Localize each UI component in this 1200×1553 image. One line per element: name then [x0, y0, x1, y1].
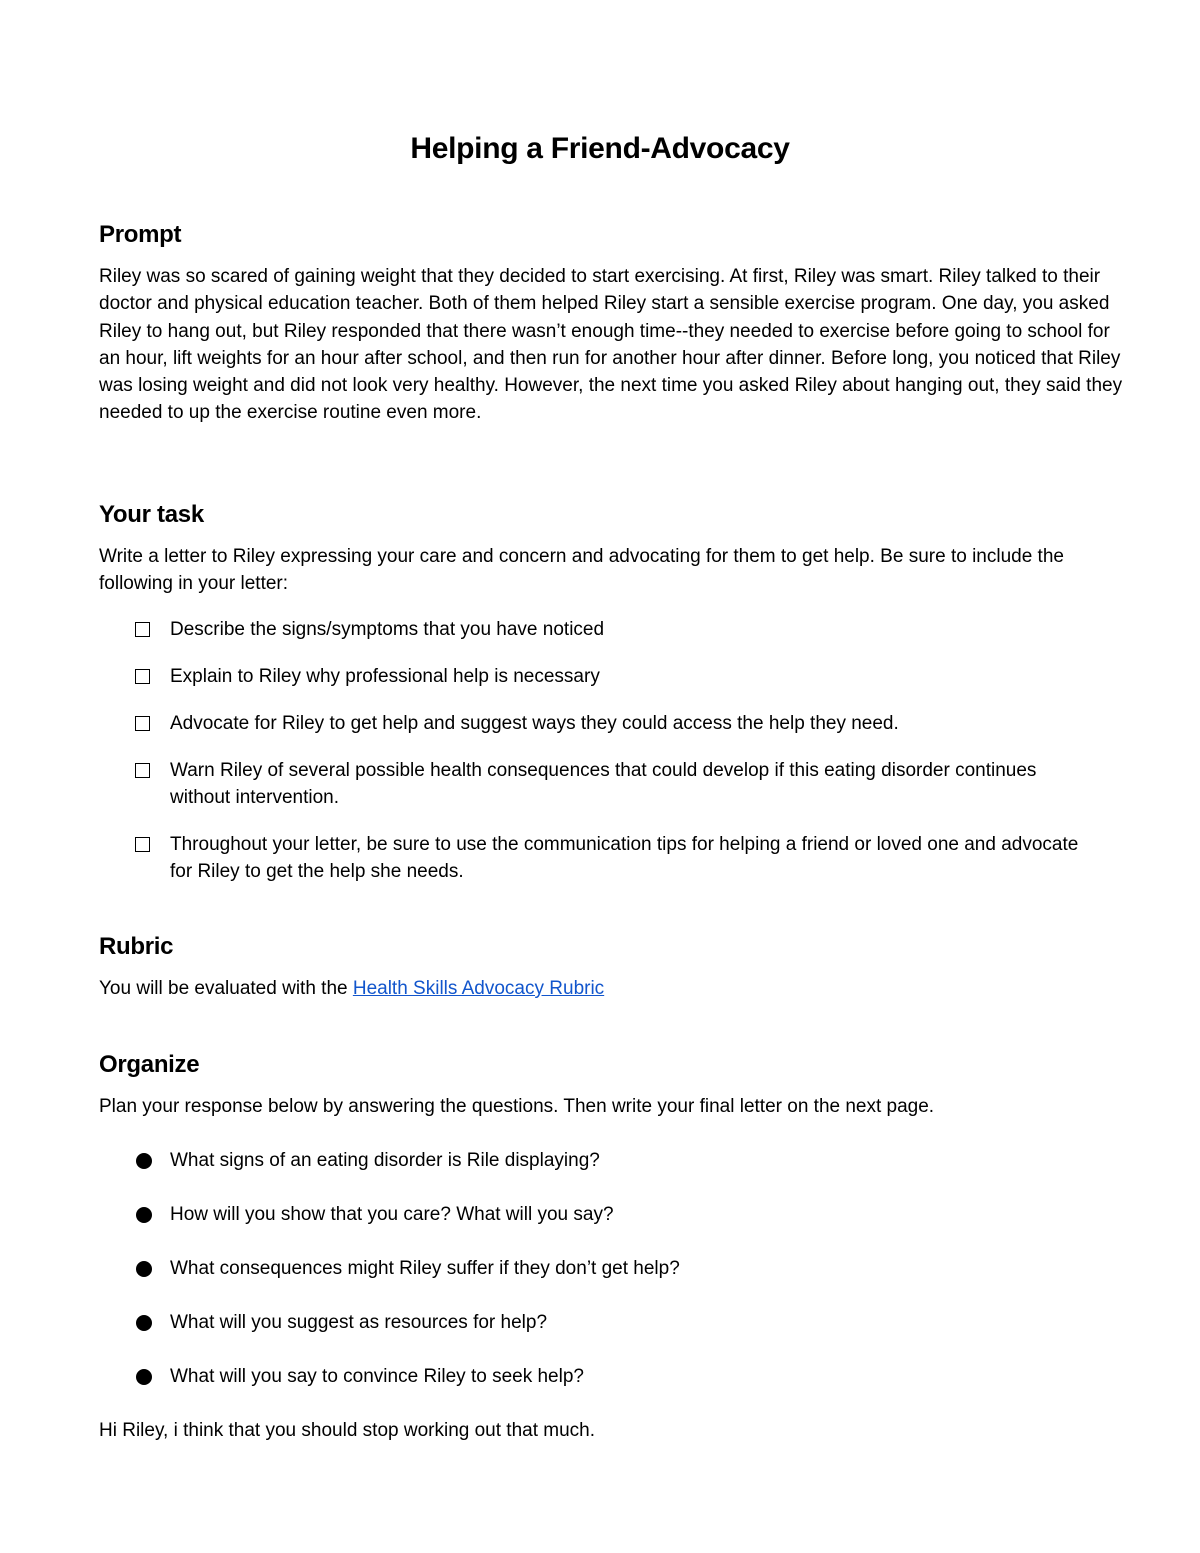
page-title: Helping a Friend-Advocacy — [410, 132, 790, 165]
organize-section — [99, 1050, 1129, 1120]
bullet-icon — [136, 1261, 152, 1277]
rubric-section — [99, 932, 1129, 1002]
checkbox-icon[interactable] — [135, 837, 150, 852]
question-text: What will you suggest as resources for help? — [170, 1312, 548, 1333]
checklist-item-text: Describe the signs/symptoms that you have noticed — [170, 619, 605, 640]
checkbox-icon[interactable] — [135, 669, 150, 684]
prompt-section — [99, 220, 1129, 427]
rubric-body — [99, 975, 1129, 1002]
checkbox-icon[interactable] — [135, 716, 150, 731]
checkbox-icon[interactable] — [135, 763, 150, 778]
bullet-icon — [136, 1369, 152, 1385]
organize-heading: Organize — [99, 1051, 200, 1078]
checklist-item-text: Explain to Riley why professional help is necessary — [170, 666, 600, 687]
prompt-heading: Prompt — [99, 221, 182, 248]
prompt-body: Riley was so scared of gaining weight that they decided to start exercising. At first, Riley was smart. Riley talked to their doctor and physical education teacher. Both of them helped Riley start a sensible exercise program. One day, you asked Riley to hang out, but Riley responded that there wasn’t enough time--they needed to exercise before going to school for an hour, lift weights for an hour after school, and then run for another hour after dinner. Before long, you noticed that Riley was losing weight and did not look very healthy. However, the next time you asked Riley about hanging out, they said they needed to up the exercise routine even more. — [99, 266, 1123, 424]
checklist-item-text: Throughout your letter, be sure to use the communication tips for helping a friend or loved one and advocate for Riley to get the help she needs. — [170, 834, 1079, 882]
question-text: How will you show that you care? What will you say? — [170, 1204, 614, 1225]
checkbox-icon[interactable] — [135, 622, 150, 637]
student-answer[interactable]: Hi Riley, i think that you should stop working out that much. — [99, 1420, 596, 1441]
advocacy-rubric-link[interactable]: Health Skills Advocacy Rubric — [352, 978, 605, 999]
rubric-body-prefix: You will be evaluated with the — [99, 978, 353, 999]
bullet-icon — [136, 1153, 152, 1169]
question-text: What signs of an eating disorder is Rile displaying? — [170, 1150, 600, 1171]
task-heading: Your task — [99, 501, 204, 528]
question-text: What will you say to convince Riley to seek help? — [170, 1366, 584, 1387]
checklist-item-text: Advocate for Riley to get help and suggest ways they could access the help they need. — [170, 713, 899, 734]
question-text: What consequences might Riley suffer if they don’t get help? — [170, 1258, 680, 1279]
checklist-item-text: Warn Riley of several possible health consequences that could develop if this eating disorder continues without intervention. — [170, 760, 1037, 808]
task-body: Write a letter to Riley expressing your care and concern and advocating for them to get help. Be sure to include the following in your letter: — [99, 546, 1064, 595]
bullet-icon — [136, 1207, 152, 1223]
organize-body: Plan your response below by answering the questions. Then write your final letter on the next page. — [99, 1096, 935, 1117]
bullet-icon — [136, 1315, 152, 1331]
rubric-heading: Rubric — [99, 933, 174, 960]
task-section — [99, 500, 1129, 598]
